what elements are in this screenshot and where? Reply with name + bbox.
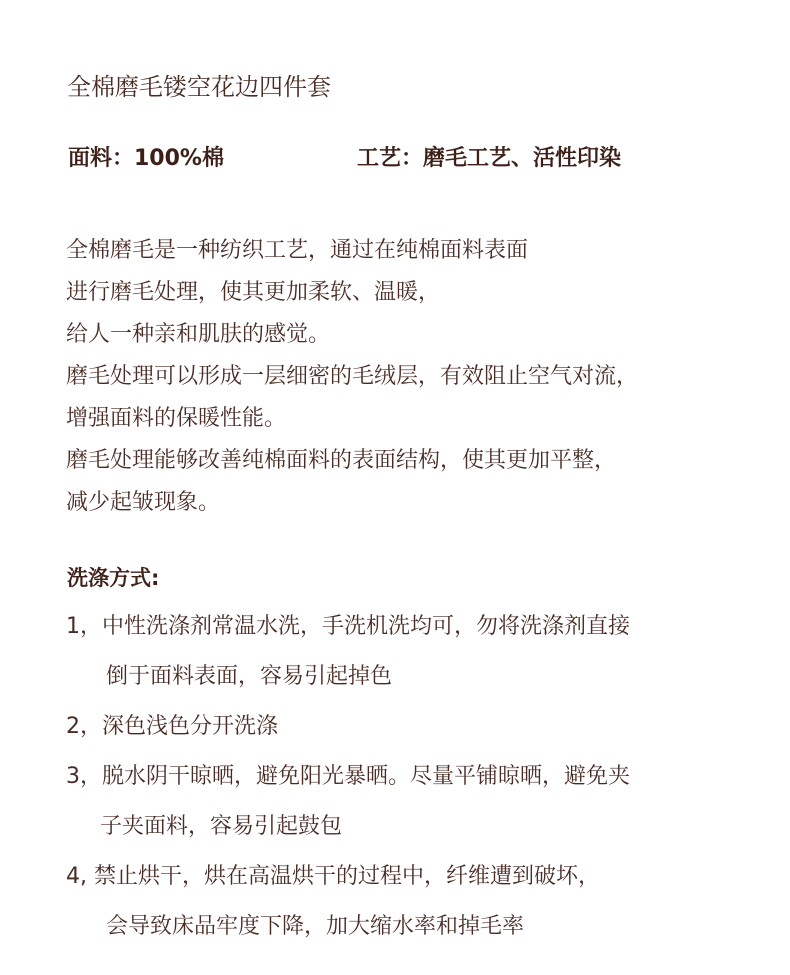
washing-step-3-continued: 子夹面料，容易引起鼓包 xyxy=(100,814,343,839)
description-line: 全棉磨毛是一种纺织工艺，通过在纯棉面料表面 xyxy=(66,238,529,263)
washing-step-1-continued: 倒于面料表面，容易引起掉色 xyxy=(106,664,393,689)
washing-instructions xyxy=(66,608,766,958)
product-title: 全棉磨毛镂空花边四件套 xyxy=(67,73,331,101)
washing-step-3: 3，脱水阴干晾晒，避免阳光暴晒。尽量平铺晾晒，避免夹 xyxy=(66,764,630,789)
fabric-spec: 面料：100%棉 xyxy=(68,146,224,171)
washing-title: 洗涤方式: xyxy=(67,566,160,590)
description-line: 磨毛处理能够改善纯棉面料的表面结构，使其更加平整， xyxy=(66,448,617,473)
description-line: 增强面料的保暖性能。 xyxy=(66,406,287,431)
washing-step-2: 2，深色浅色分开洗涤 xyxy=(66,714,278,739)
craft-spec: 工艺：磨毛工艺、活性印染 xyxy=(357,146,622,171)
description-line: 给人一种亲和肌肤的感觉。 xyxy=(66,322,331,347)
description-line: 磨毛处理可以形成一层细密的毛绒层，有效阻止空气对流， xyxy=(66,364,639,389)
description-line: 进行磨毛处理，使其更加柔软、温暖， xyxy=(66,280,441,305)
description-block xyxy=(66,232,766,526)
washing-step-4-continued: 会导致床品牢度下降，加大缩水率和掉毛率 xyxy=(106,914,525,939)
washing-step-4: 4, 禁止烘干，烘在高温烘干的过程中，纤维遭到破坏， xyxy=(66,864,600,889)
washing-step-1: 1，中性洗涤剂常温水洗，手洗机洗均可，勿将洗涤剂直接 xyxy=(66,614,630,639)
description-line: 减少起皱现象。 xyxy=(66,490,221,515)
